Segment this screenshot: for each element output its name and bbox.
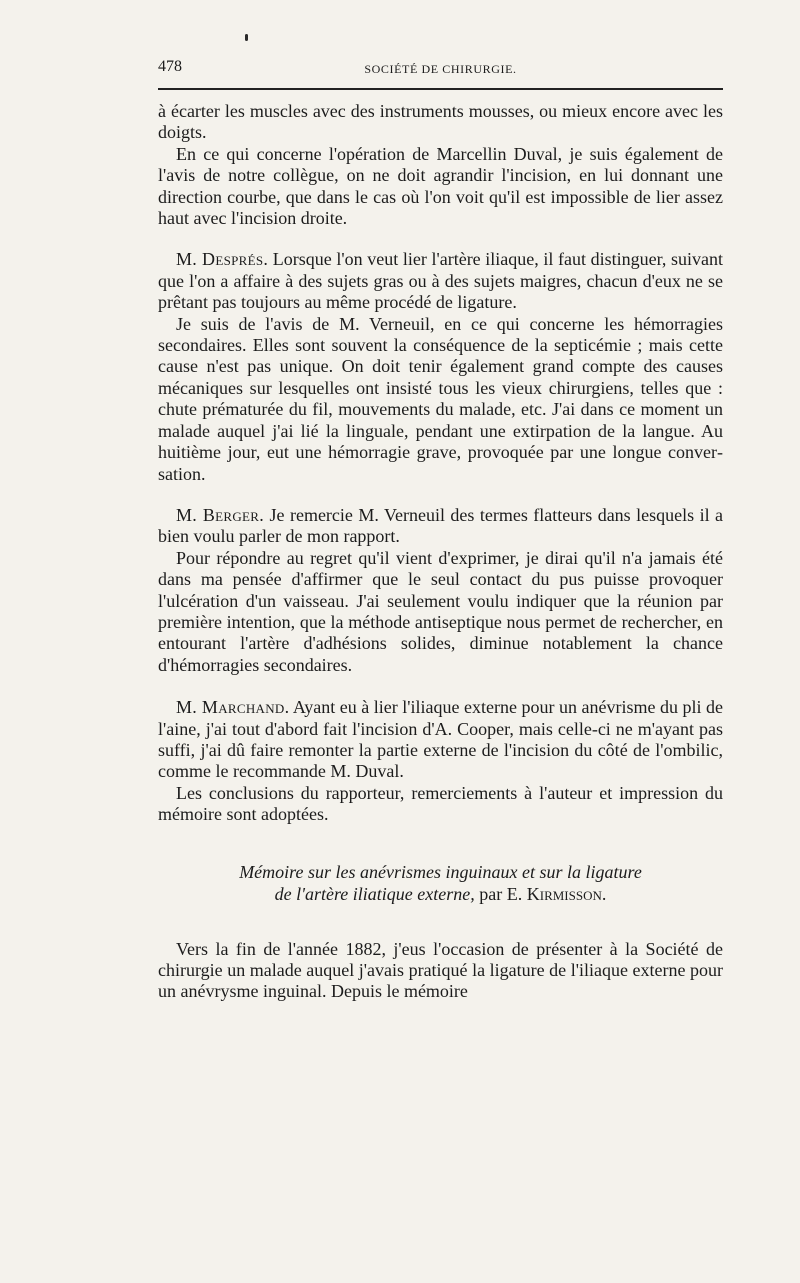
memoir-title-line-2 xyxy=(158,883,723,905)
paragraph-conclusions: Les conclusions du rapporteur, remerciements à l'auteur et impression du mémoire sont adoptées. xyxy=(158,782,723,825)
speaker-marchand: M. Marchand. xyxy=(176,697,290,718)
memoir-author: Kirmisson. xyxy=(526,883,607,904)
speaker-berger: M. Berger. xyxy=(176,504,265,525)
speaker-despres: M. Després. xyxy=(176,249,269,270)
paragraph-closing: Vers la fin de l'année 1882, j'eus l'occasion de présenter à la Société de chirurgie un malade auquel j'avais pratiqué la ligature de l'iliaque externe pour un anévrysme inguinal. Depuis le mémoire xyxy=(158,938,723,1002)
memoir-title-line-2-text: de l'artère iliatique externe, xyxy=(274,883,475,904)
paragraph-berger xyxy=(158,505,723,548)
paragraph-continuation: à écarter les muscles avec des instruments mousses, ou mieux encore avec les doigts. xyxy=(158,101,723,143)
paragraph-duval: En ce qui concerne l'opération de Marcellin Duval, je suis également de l'avis de notre collègue, on ne doit agrandir l'incision, en lui donnant une direction courbe, que dans le cas où l'on voit qu'il est impossible de lier assez haut avec l'incision droite. xyxy=(158,143,723,229)
header-rule xyxy=(158,88,723,90)
running-header xyxy=(158,58,723,82)
page-number: 478 xyxy=(158,58,182,75)
paragraph-verneuil-opinion: Je suis de l'avis de M. Verneuil, en ce qui concerne les hémorragies secondaires. Elles sont souvent la conséquence de la septicémie ; mais cette cause n'est pas unique. On doit tenir également grand compte des causes mécaniques sur lesquelles ont insisté tous les vieux chirurgiens, telles que : chute prématurée du fil, mouvements du malade, etc. J'ai dans ce moment un malade auquel j'ai lié la linguale, pendant une extirpation de la langue. Au huitième jour, eut une hémorragie grave, provoquée par une longue conversation. xyxy=(158,313,723,484)
despres-text: Lorsque l'on veut lier l'artère iliaque, il faut distinguer, suivant que l'on a affaire à des sujets gras ou à des sujets maigres, chacun d'eux ne se prêtant pas toujours au même procédé de ligature. xyxy=(158,249,724,313)
paragraph-berger-response: Pour répondre au regret qu'il vient d'exprimer, je dirai qu'il n'a jamais été dans ma pensée d'affirmer que le seul contact du pus puisse provoquer l'ulcération d'un vaisseau. J'ai seulement voulu indiquer que la réunion par première intention, que la méthode antiseptique nous permet de rechercher, en entourant l'artère d'adhésions solides, diminue notablement la chance d'hémorragies secondaires. xyxy=(158,547,723,675)
print-mark xyxy=(245,34,248,41)
memoir-title-line-1: Mémoire sur les anévrismes inguinaux et sur la ligature xyxy=(239,861,642,882)
paragraph-despres xyxy=(158,249,723,313)
memoir-title xyxy=(158,861,723,905)
marchand-text: Ayant eu à lier l'iliaque externe pour un anévrisme du pli de l'aine, j'ai tout d'abord fait l'incision d'A. Cooper, mais celle-ci ne m'ayant pas suffi, j'ai dû faire remonter la partie externe de l'incision du côté de l'ombilic, comme le recommande M. Duval. xyxy=(158,697,723,782)
running-title: SOCIÉTÉ DE CHIRURGIE. xyxy=(364,62,517,76)
paragraph-marchand xyxy=(158,697,723,783)
memoir-byline-prefix: par E. xyxy=(474,883,527,904)
berger-text: Je remercie M. Verneuil des termes flatteurs dans lesquels il a bien voulu parler de mon rapport. xyxy=(158,504,723,547)
main-text xyxy=(158,101,723,1003)
